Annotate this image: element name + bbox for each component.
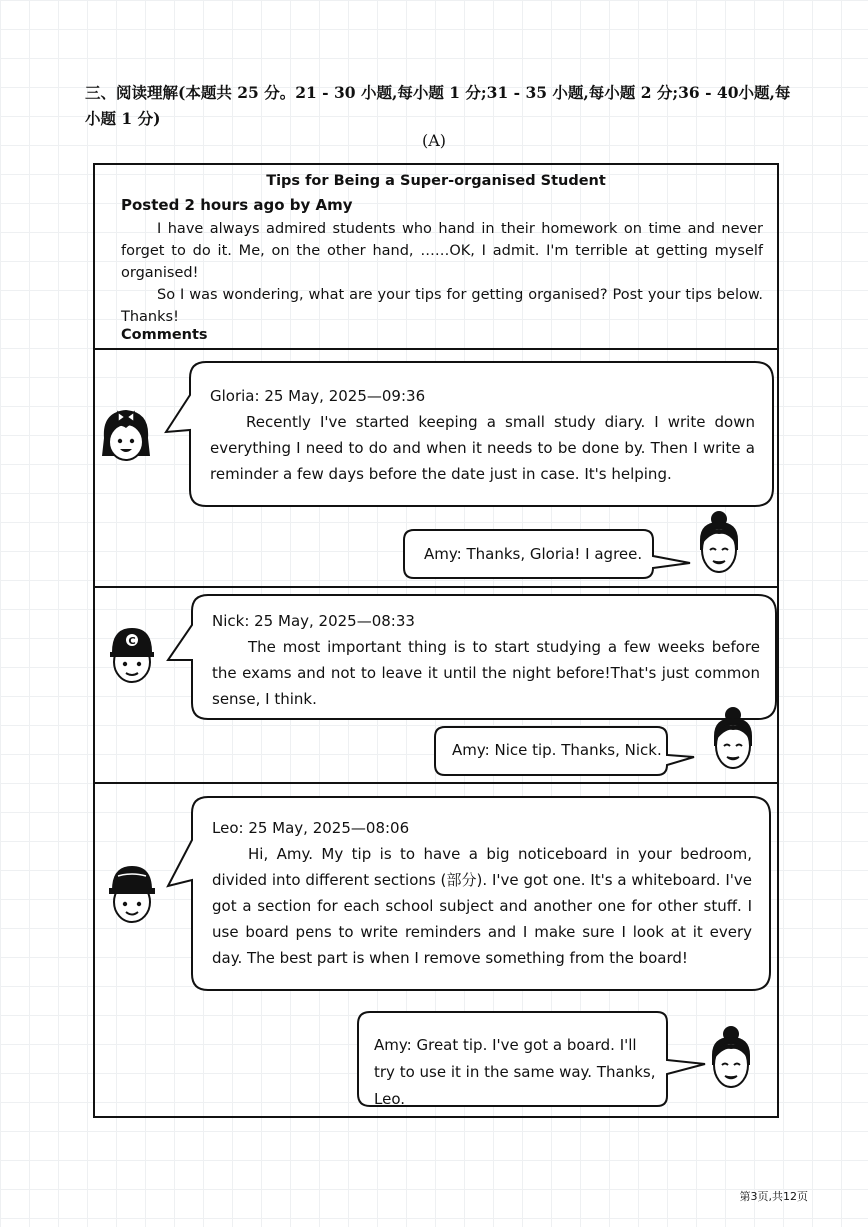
page-footer: 第3页,共12页 bbox=[739, 1190, 808, 1203]
reply-text: Amy: Nice tip. Thanks, Nick. bbox=[452, 741, 662, 759]
comment-author: Leo: 25 May, 2025—08:06 bbox=[212, 819, 410, 837]
post-meta: Posted 2 hours ago by Amy bbox=[121, 196, 353, 214]
woman-with-bun-icon bbox=[694, 510, 744, 580]
comment-body: Hi, Amy. My tip is to have a big noticeboard in your bedroom, divided into different sections (部分). I've got one. It's a whiteboard. I've got a section for each school subject and another one for other stuff. I use board pens to write reminders and I make sure I look at it every day. The best part is when I remove something from the board! bbox=[212, 845, 752, 967]
reply-text: Amy: Great tip. I've got a board. I'll try to use it in the same way. Thanks, Leo. bbox=[374, 1036, 656, 1108]
reply-text: Amy: Thanks, Gloria! I agree. bbox=[424, 545, 643, 563]
post-paragraph: So I was wondering, what are your tips for getting organised? Post your tips below. Thanks! bbox=[121, 287, 763, 325]
woman-with-bun-icon bbox=[708, 706, 758, 776]
comment-body: The most important thing is to start studying a few weeks before the exams and not to leave it until the night before!That's just common sense, I think. bbox=[212, 638, 760, 708]
comment-text bbox=[212, 608, 760, 712]
svg-text:C: C bbox=[128, 636, 136, 647]
section-heading: 三、阅读理解(本题共 25 分。21 - 30 小题,每小题 1 分;31 - 35 小题,每小题 2 分;36 - 40小题,每小题 1 分) bbox=[85, 83, 791, 128]
comment-author: Nick: 25 May, 2025—08:33 bbox=[212, 612, 415, 630]
comments-label: Comments bbox=[121, 327, 208, 343]
comment-author: Gloria: 25 May, 2025—09:36 bbox=[210, 387, 426, 405]
part-label: (A) bbox=[421, 131, 447, 150]
woman-with-bun-icon bbox=[706, 1025, 756, 1095]
boy-with-cap-icon bbox=[104, 862, 160, 928]
boy-with-cap-icon bbox=[104, 622, 160, 688]
girl-with-bow-icon bbox=[98, 404, 154, 464]
post-paragraph: I have always admired students who hand in their homework on time and never forget to do it. Me, on the other hand, ……OK, I admit. I'm terrible at getting myself organised! bbox=[121, 221, 763, 281]
comment-text bbox=[212, 815, 752, 971]
comment-text bbox=[210, 383, 755, 487]
comment-body: Recently I've started keeping a small study diary. I write down everything I need to do and when it needs to be done by. Then I write a reminder a few days before the date just in case. It's helping. bbox=[210, 413, 755, 483]
post-title: Tips for Being a Super-organised Student bbox=[266, 173, 606, 189]
